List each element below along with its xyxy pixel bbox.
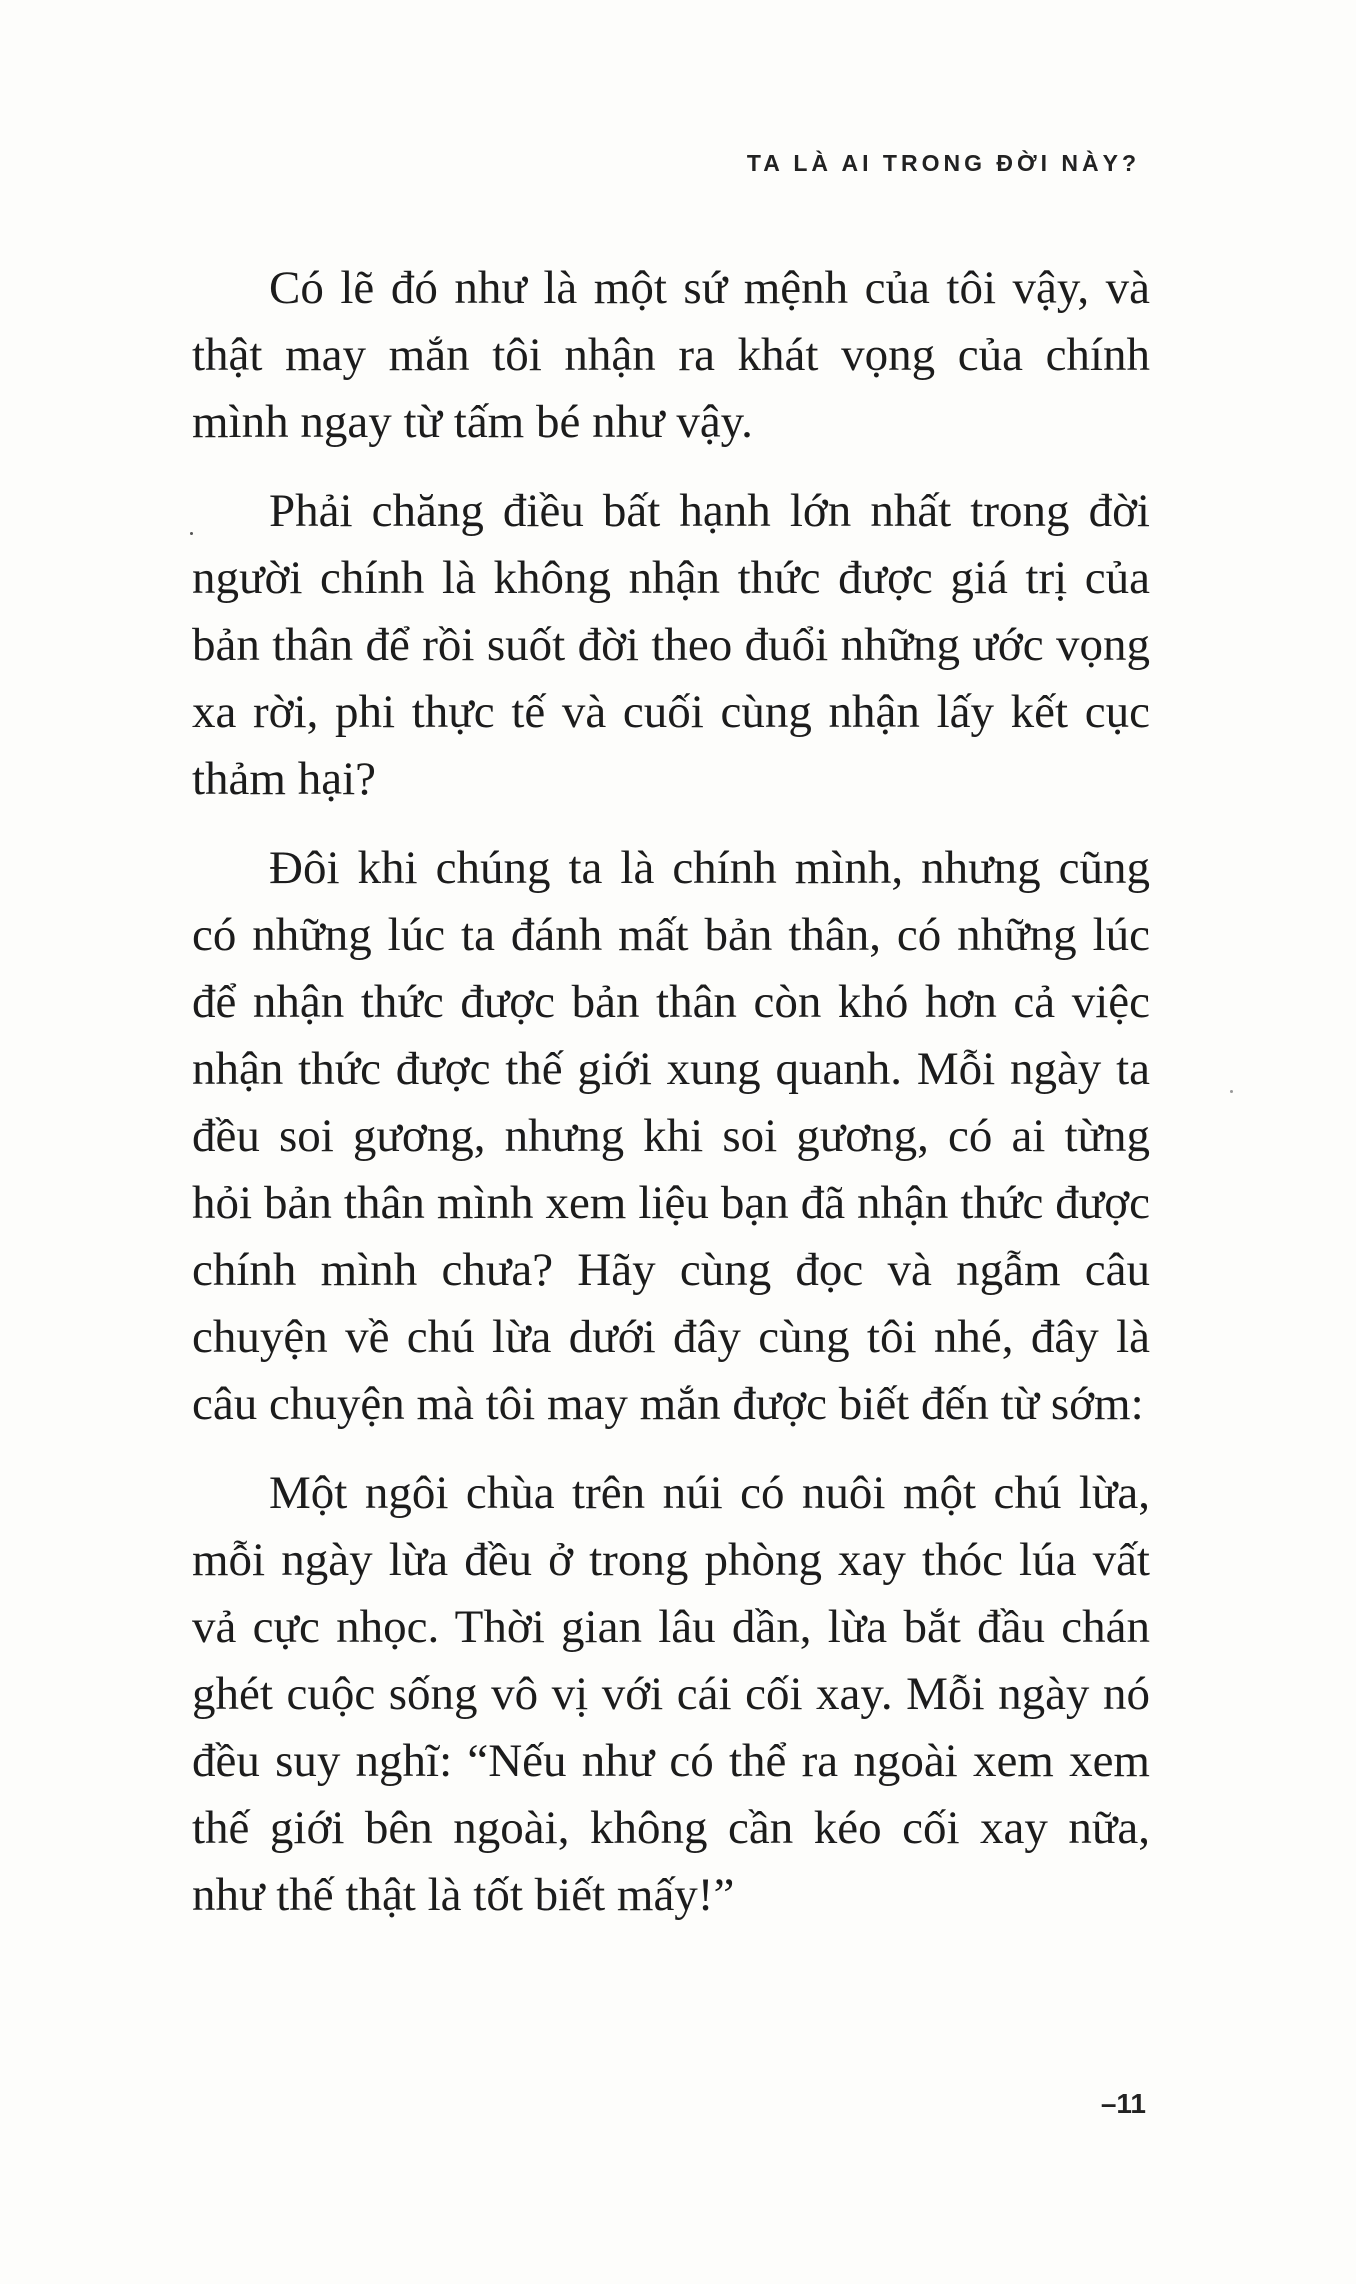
paragraph-2: Phải chăng điều bất hạnh lớn nhất trong đời người chính là không nhận thức được giá trị của bản thân để rồi suốt đời theo đuổi những ước vọng xa rời, phi thực tế và cuối cùng nhận lấy kết cục thảm hại? <box>192 485 1150 805</box>
page-number: –11 <box>1100 2088 1146 2119</box>
body-text <box>192 255 1150 1951</box>
paragraph-4: Một ngôi chùa trên núi có nuôi một chú lừa, mỗi ngày lừa đều ở trong phòng xay thóc lúa vất vả cực nhọc. Thời gian lâu dần, lừa bắt đầu chán ghét cuộc sống vô vị với cái cối xay. Mỗi ngày nó đều suy nghĩ: “Nếu như có thể ra ngoài xem xem thế giới bên ngoài, không cần kéo cối xay nữa, như thế thật là tốt biết mấy!” <box>192 1467 1150 1921</box>
paragraph-1: Có lẽ đó như là một sứ mệnh của tôi vậy, và thật may mắn tôi nhận ra khát vọng của chính mình ngay từ tấm bé như vậy. <box>192 262 1150 448</box>
print-speck <box>190 532 193 535</box>
running-header: TA LÀ AI TRONG ĐỜI NÀY? <box>746 150 1140 176</box>
print-speck <box>1230 1090 1233 1093</box>
paragraph-3: Đôi khi chúng ta là chính mình, nhưng cũng có những lúc ta đánh mất bản thân, có những lúc để nhận thức được bản thân còn khó hơn cả việc nhận thức được thế giới xung quanh. Mỗi ngày ta đều soi gương, nhưng khi soi gương, có ai từng hỏi bản thân mình xem liệu bạn đã nhận thức được chính mình chưa? Hãy cùng đọc và ngẫm câu chuyện về chú lừa dưới đây cùng tôi nhé, đây là câu chuyện mà tôi may mắn được biết đến từ sớm: <box>192 842 1150 1430</box>
